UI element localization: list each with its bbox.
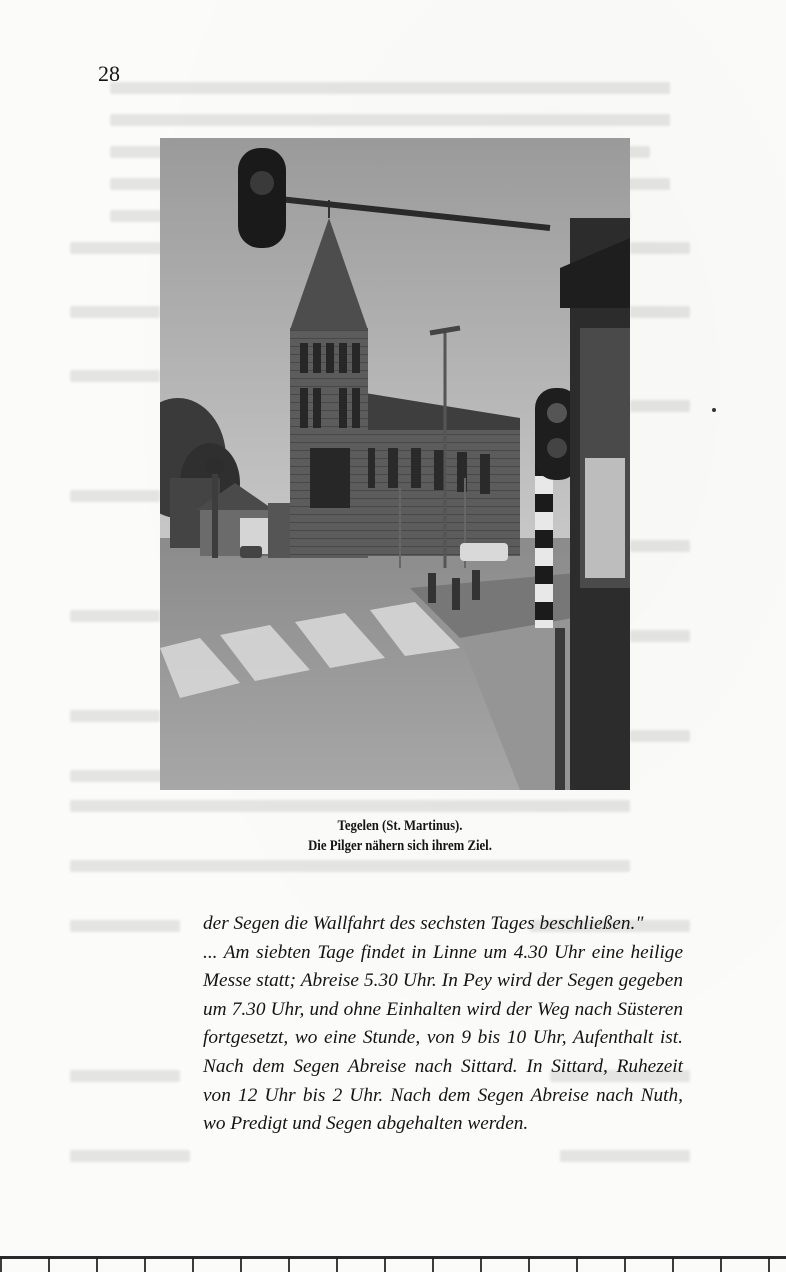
page-number: 28 [98, 61, 120, 86]
caption-line-1: Tegelen (St. Martinus). [337, 818, 463, 834]
street-photo [160, 138, 630, 790]
caption-line-2: Die Pilger nähern sich ihrem Ziel. [308, 838, 492, 854]
body-text [203, 910, 683, 1139]
paragraph-1: der Segen die Wallfahrt des sechsten Tages beschließen." [203, 913, 644, 934]
margin-speck [712, 408, 716, 412]
paragraph-2: ... Am siebten Tage findet in Linne um 4.30 Uhr eine heilige Messe statt; Abreise 5.30 Uhr. In Pey wird der Segen gegeben um 7.30 Uhr, und ohne Einhalten wird der Weg nach Süsteren fortgesetzt, wo eine Stunde, von 9 bis 10 Uhr, Aufenthalt ist. Nach dem Segen Abreise nach Sittard. In Sittard, Ruhezeit von 12 Uhr bis 2 Uhr. Nach dem Segen Abreise nach Nuth, wo Predigt und Segen abgehalten werden. [203, 941, 683, 1135]
photo-caption [220, 816, 580, 856]
page-bottom-binding [0, 1258, 786, 1272]
